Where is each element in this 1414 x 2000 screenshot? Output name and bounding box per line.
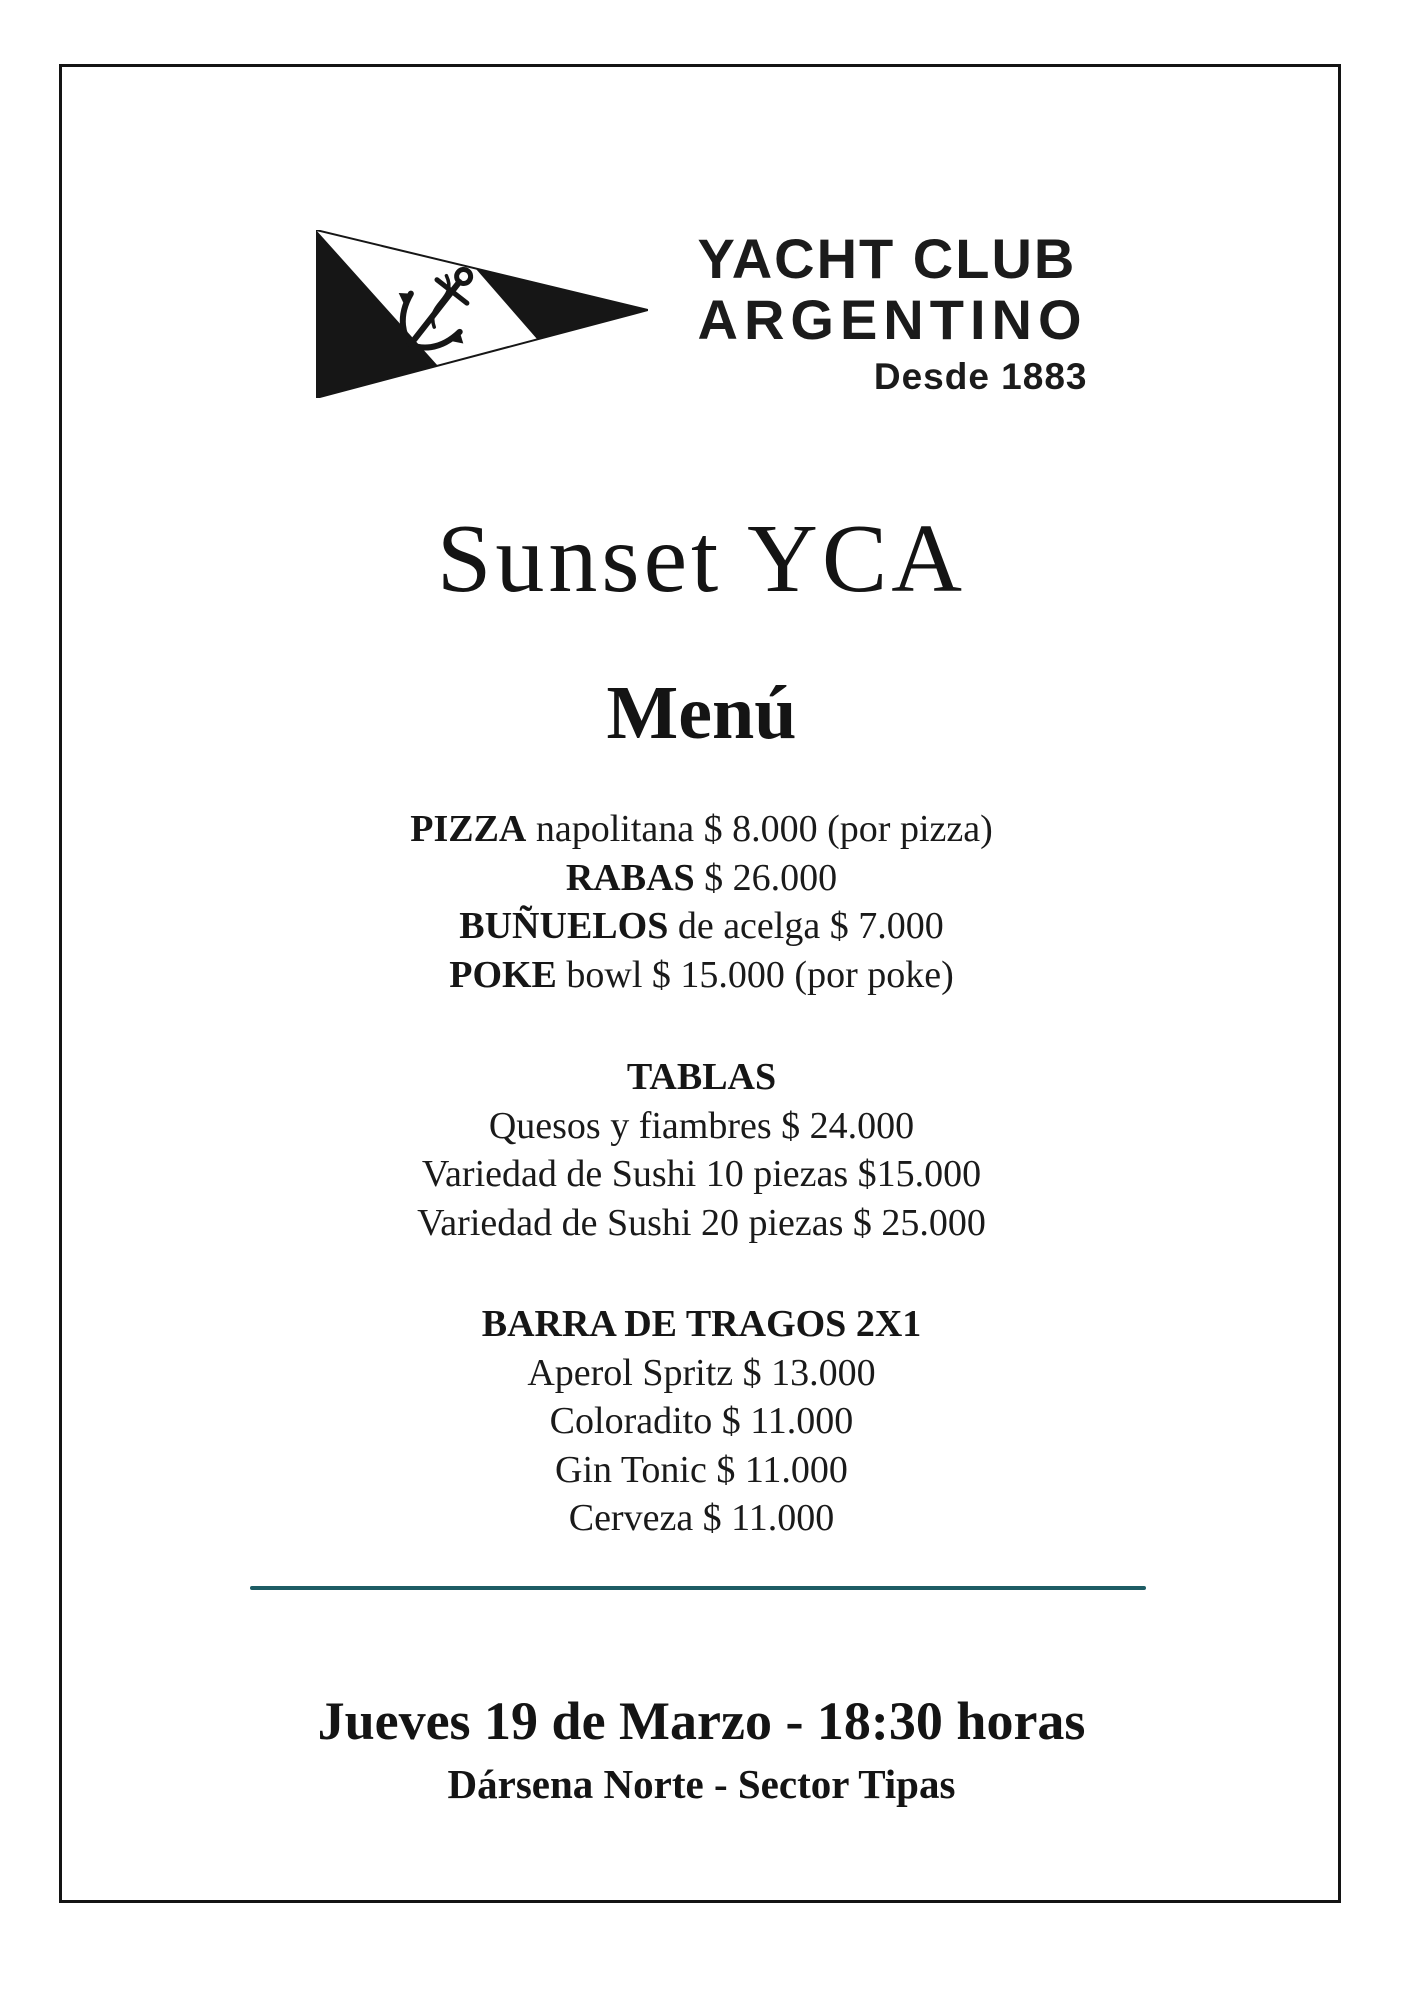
menu-item: RABAS $ 26.000	[565, 856, 838, 899]
menu-item: Aperol Spritz $ 13.000	[527, 1351, 876, 1394]
menu-item: Cerveza $ 11.000	[568, 1497, 835, 1539]
menu-item: Gin Tonic $ 11.000	[555, 1448, 848, 1491]
page-title: Sunset YCA	[436, 505, 967, 613]
menu-section-tablas	[59, 1053, 1344, 1247]
yca-burgee-icon	[316, 230, 648, 398]
logo-club-line1: YACHT CLUB	[697, 227, 1077, 290]
event-location: Dársena Norte - Sector Tipas	[447, 1761, 956, 1807]
logo-wordmark	[698, 228, 1088, 399]
menu-item: Coloradito $ 11.000	[549, 1400, 854, 1442]
teal-divider-line	[250, 1586, 1146, 1590]
menu-section-mains	[59, 805, 1344, 999]
section-header: TABLAS	[626, 1056, 777, 1098]
logo-club-line2: ARGENTINO	[697, 288, 1088, 351]
menu-item: Quesos y fiambres $ 24.000	[488, 1104, 915, 1147]
section-header: BARRA DE TRAGOS 2X1	[481, 1303, 922, 1345]
logo	[59, 228, 1344, 399]
menu-item: Variedad de Sushi 20 piezas $ 25.000	[417, 1201, 986, 1244]
event-datetime: Jueves 19 de Marzo - 18:30 horas	[317, 1691, 1086, 1751]
menu-item: PIZZA napolitana $ 8.000 (por pizza)	[410, 808, 993, 850]
menu-section-tragos	[59, 1300, 1344, 1543]
menu-item: Variedad de Sushi 10 piezas $15.000	[421, 1153, 982, 1195]
logo-tagline: Desde 1883	[873, 356, 1088, 397]
menu-heading: Menú	[606, 671, 797, 755]
menu-item: POKE bowl $ 15.000 (por poke)	[449, 953, 954, 996]
menu-item: BUÑUELOS de acelga $ 7.000	[459, 905, 944, 947]
